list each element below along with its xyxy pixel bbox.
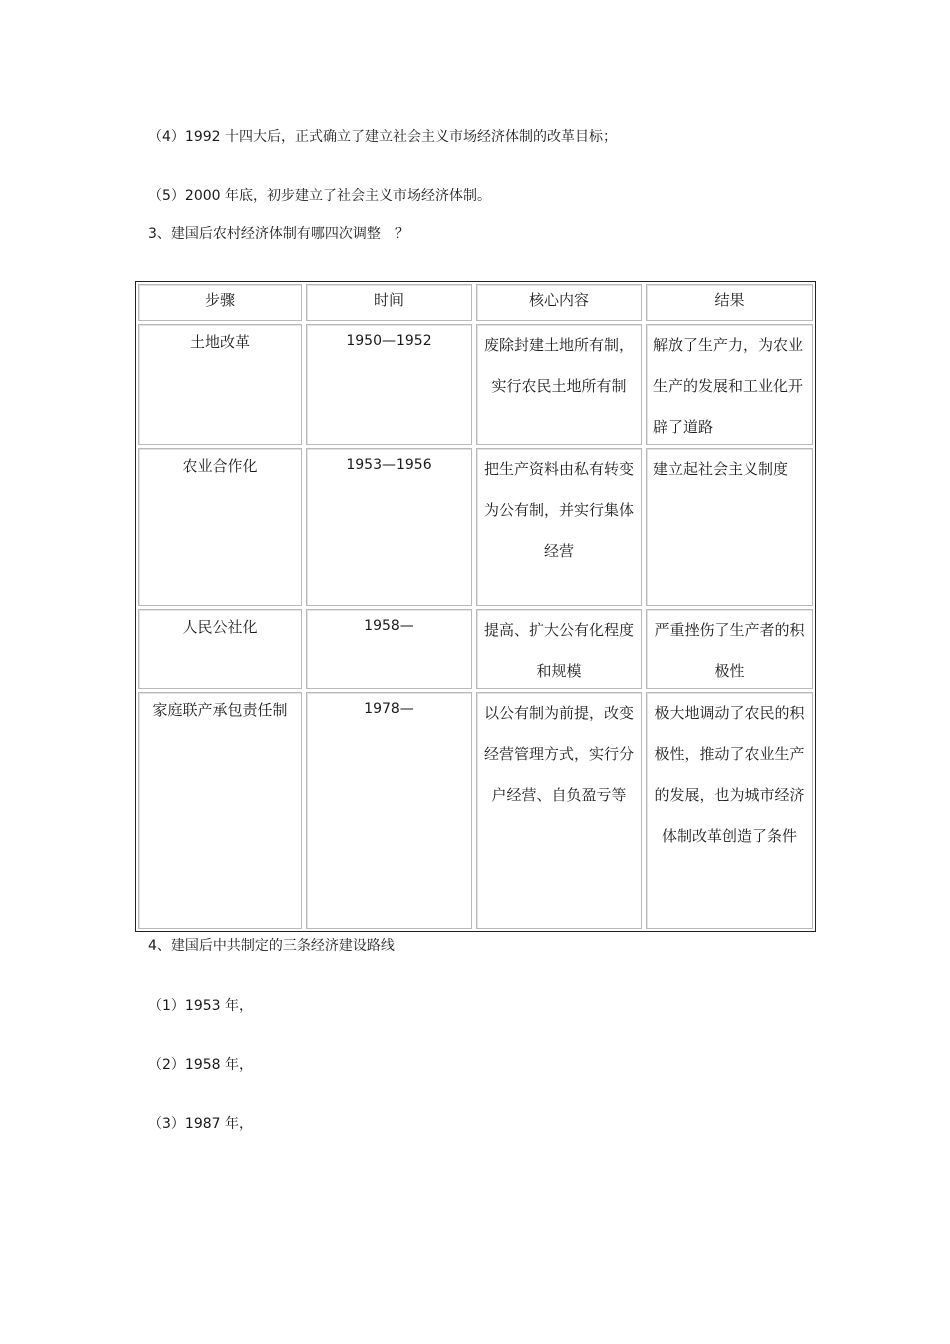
- header-core-content: 核心内容: [476, 284, 642, 321]
- rural-reform-table: [135, 281, 816, 932]
- heading-economic-lines: 4、建国后中共制定的三条经济建设路线: [148, 938, 395, 954]
- paragraph-reform-goal-1992: （4）1992 十四大后，正式确立了建立社会主义市场经济体制的改革目标；: [148, 129, 617, 145]
- table-cell-content: 废除封建土地所有制，实行农民土地所有制: [476, 324, 642, 445]
- table-cell-content: 以公有制为前提，改变经营管理方式，实行分户经营、自负盈亏等: [476, 692, 642, 929]
- header-result: 结果: [646, 284, 813, 321]
- table-cell-result: 严重挫伤了生产者的积极性: [646, 609, 813, 689]
- question-rural-adjustments: 3、建国后农村经济体制有哪四次调整 ？: [148, 226, 409, 242]
- paragraph-market-economy-2000: （5）2000 年底，初步建立了社会主义市场经济体制。: [148, 188, 491, 204]
- list-item: （2）1958 年，: [148, 1057, 253, 1073]
- table-cell-step: 农业合作化: [138, 448, 302, 606]
- table-cell-step: 家庭联产承包责任制: [138, 692, 302, 929]
- header-step: 步骤: [138, 284, 302, 321]
- table-cell-result: 极大地调动了农民的积极性，推动了农业生产的发展，也为城市经济体制改革创造了条件: [646, 692, 813, 929]
- table-cell-time: 1953—1956: [306, 448, 472, 606]
- table-cell-time: 1958—: [306, 609, 472, 689]
- table-cell-step: 人民公社化: [138, 609, 302, 689]
- table-cell-result: 解放了生产力，为农业生产的发展和工业化开辟了道路: [646, 324, 813, 445]
- table-cell-content: 提高、扩大公有化程度和规模: [476, 609, 642, 689]
- table-cell-time: 1950—1952: [306, 324, 472, 445]
- table-cell-result: 建立起社会主义制度: [646, 448, 813, 606]
- table-cell-content: 把生产资料由私有转变为公有制，并实行集体经营: [476, 448, 642, 606]
- header-time: 时间: [306, 284, 472, 321]
- list-item: （3）1987 年，: [148, 1116, 253, 1132]
- table-cell-time: 1978—: [306, 692, 472, 929]
- table-cell-step: 土地改革: [138, 324, 302, 445]
- list-item: （1）1953 年，: [148, 998, 253, 1014]
